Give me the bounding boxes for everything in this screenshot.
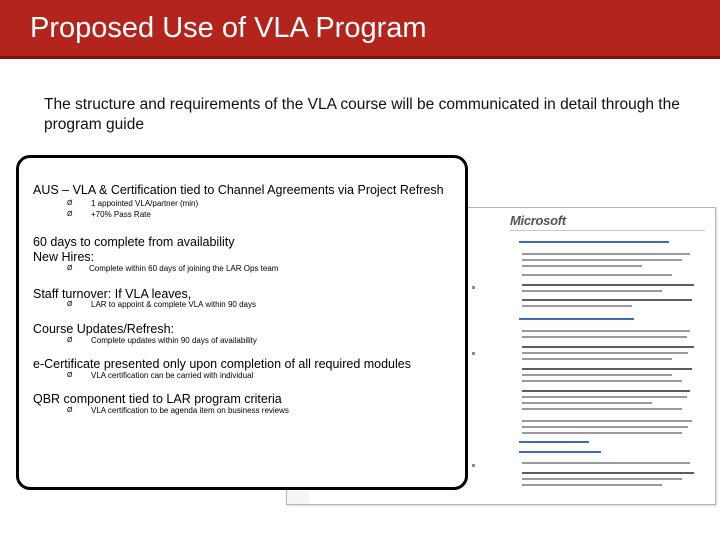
document-text-line — [522, 408, 682, 410]
document-section-heading — [519, 318, 634, 320]
document-section-heading — [519, 241, 669, 243]
intro-text: The structure and requirements of the VLA course will be communicated in detail through the program guide — [44, 96, 680, 133]
document-margin-marker — [472, 464, 475, 467]
document-text-line — [522, 402, 652, 404]
document-text-line — [522, 432, 682, 434]
document-section-heading — [519, 441, 589, 443]
document-margin-marker — [472, 352, 475, 355]
document-text-line — [522, 462, 690, 464]
section-heading: AUS – VLA & Certification tied to Channel Agreements via Project Refresh — [33, 183, 444, 197]
document-text-line — [522, 484, 662, 486]
document-text-line — [522, 305, 632, 307]
title-bar — [0, 0, 720, 59]
document-text-line — [522, 346, 694, 348]
document-text-line — [522, 472, 694, 474]
document-margin-marker — [472, 286, 475, 289]
section-subheading: New Hires: — [33, 250, 95, 264]
section-heading: Staff turnover: If VLA leaves, — [33, 287, 192, 301]
document-text-line — [522, 352, 688, 354]
requirements-box: AUS – VLA & Certification tied to Channel Agreements via Project Refresh Ø 1 appointed VLA/partner (min) Ø +70% Pass Rate 60 days to complete from availability New Hires: Ø Complete within 60 days of joining the LAR Ops team Staff turnover: If VLA leaves, Ø LAR to appoint & complete VLA within 90 days Course Updates/Refresh: Ø Complete updates within 90 days of availability e-Certificate presented only upon completion of all required modules Ø VLA certification can be carried with individual QBR component tied to LAR program criteria Ø VLA certification to be agenda item on business reviews — [16, 155, 468, 490]
document-text-line — [522, 390, 690, 392]
microsoft-logo: Microsoft — [510, 213, 566, 228]
document-text-line — [522, 358, 672, 360]
document-text-line — [522, 265, 642, 267]
document-text-line — [522, 380, 682, 382]
document-text-line — [522, 420, 692, 422]
document-text-line — [522, 374, 672, 376]
slide-title: Proposed Use of VLA Program — [30, 12, 427, 44]
document-section-heading — [519, 451, 601, 453]
arrow-bullet-icon: Ø — [67, 407, 73, 414]
section-heading: e-Certificate presented only upon completion of all required modules — [33, 357, 411, 371]
document-text-line — [522, 284, 694, 286]
document-text-line — [522, 330, 690, 332]
document-text-line — [522, 396, 687, 398]
section-heading: 60 days to complete from availability — [33, 235, 235, 249]
section-heading: Course Updates/Refresh: — [33, 322, 175, 336]
document-text-line — [522, 290, 662, 292]
arrow-bullet-icon: Ø — [67, 200, 73, 207]
arrow-bullet-icon: Ø — [67, 211, 73, 218]
section-heading: QBR component tied to LAR program criteria — [33, 392, 282, 406]
document-text-line — [522, 253, 690, 255]
document-text-line — [522, 336, 687, 338]
arrow-bullet-icon: Ø — [67, 337, 73, 344]
arrow-bullet-icon: Ø — [67, 265, 73, 272]
document-text-line — [522, 426, 688, 428]
document-text-line — [522, 299, 692, 301]
document-text-line — [522, 478, 682, 480]
arrow-bullet-icon: Ø — [67, 372, 73, 379]
document-text-line — [522, 368, 692, 370]
document-text-line — [522, 274, 672, 276]
document-text-line — [522, 259, 682, 261]
document-rule — [510, 230, 705, 231]
arrow-bullet-icon: Ø — [67, 301, 73, 308]
